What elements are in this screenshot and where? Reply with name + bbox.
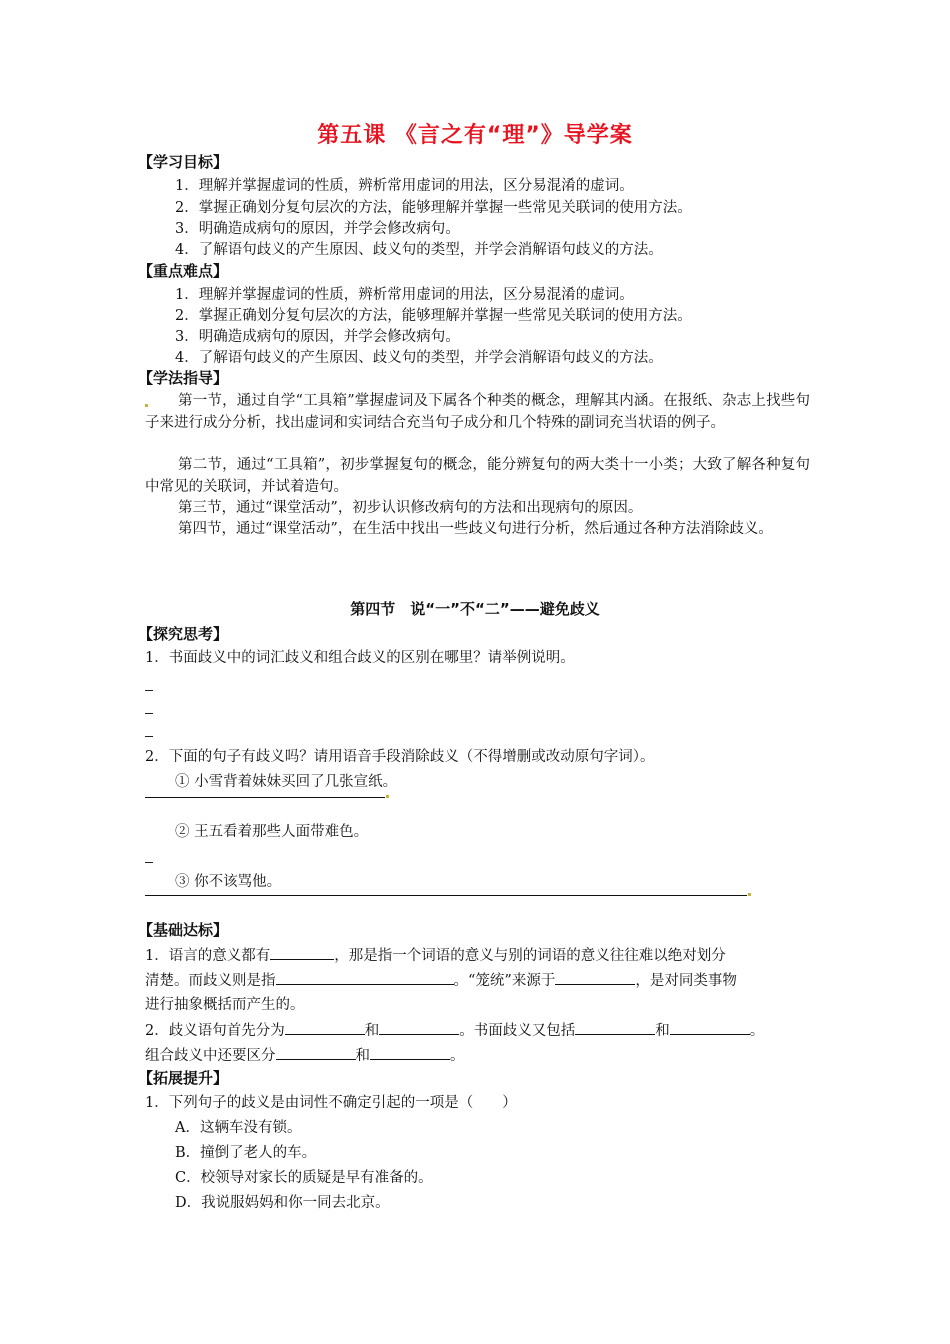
choice-option-a[interactable]: A．这辆车没有锁。 (175, 1120, 302, 1136)
fill-blank[interactable] (370, 1045, 450, 1060)
fill-blank[interactable] (285, 1020, 365, 1035)
method-paragraph: 第一节，通过自学“工具箱”掌握虚词及下属各个种类的概念，理解其内涵。在报纸、杂志上找些句子来进行成分分析，找出虚词和实词结合充当句子成分和几个特殊的副词充当状语的例子。 (145, 393, 810, 431)
explore-sentence-2: ② 王五看着那些人面带难色。 (175, 824, 369, 840)
answer-line[interactable] (145, 690, 153, 691)
basic-question-2 (145, 1020, 764, 1041)
explore-question-2: 2．下面的句子有歧义吗？请用语音手段消除歧义（不得增删或改动原句字词）。 (145, 749, 655, 765)
objective-item: 2．掌握正确划分复句层次的方法，能够理解并掌握一些常见关联词的使用方法。 (175, 200, 692, 216)
text-fragment: 。“笼统”来源于 (453, 973, 556, 989)
text-fragment: 组合歧义中还要区分 (145, 1048, 276, 1064)
fill-blank[interactable] (555, 970, 635, 985)
text-fragment: 。 (450, 1048, 465, 1064)
method-paragraph: 第二节，通过“工具箱”，初步掌握复句的概念，能分辨复句的两大类十一小类；大致了解各种复句中常见的关联词，并试着造句。 (145, 457, 810, 495)
text-fragment: 和 (364, 1023, 380, 1039)
method-paragraph: 第四节，通过“课堂活动”，在生活中找出一些歧义句进行分析，然后通过各种方法消除歧义。 (178, 521, 773, 537)
basic-question-1: 进行抽象概括而产生的。 (145, 997, 305, 1013)
answer-line[interactable] (145, 895, 747, 896)
explore-question-1: 1．书面歧义中的词汇歧义和组合歧义的区别在哪里？请举例说明。 (145, 650, 575, 666)
text-fragment: 2．歧义语句首先分为 (145, 1023, 285, 1039)
explore-sentence-1: ① 小雪背着妹妹买回了几张宣纸。 (175, 774, 398, 790)
decorative-dot (748, 893, 751, 896)
basic-question-2 (145, 1045, 465, 1066)
extend-question-1: 1．下列句子的歧义是由词性不确定引起的一项是（ ） (145, 1095, 517, 1111)
fill-blank[interactable] (379, 1020, 459, 1035)
text-fragment: 和 (655, 1023, 670, 1039)
document-title: 第五课 《言之有“理”》导学案 (317, 123, 633, 148)
keypoint-item: 2．掌握正确划分复句层次的方法，能够理解并掌握一些常见关联词的使用方法。 (175, 308, 692, 324)
text-fragment: 清楚。而歧义则是指 (145, 973, 276, 989)
explore-sentence-3: ③ 你不该骂他。 (175, 874, 282, 890)
basic-question-1 (145, 945, 726, 966)
fill-blank[interactable] (276, 970, 454, 985)
text-fragment: ，那是指一个词语的意义与别的词语的意义往往难以绝对划分 (334, 948, 726, 964)
basic-question-1 (145, 970, 737, 991)
text-fragment: 。 (749, 1023, 765, 1039)
fill-blank[interactable] (670, 1020, 750, 1035)
choice-option-c[interactable]: C．校领导对家长的质疑是早有准备的。 (175, 1170, 433, 1186)
method-paragraph: 第三节，通过“课堂活动”，初步认识修改病句的方法和出现病句的原因。 (178, 500, 643, 516)
section-title: 第四节 说“一”不“二”——避免歧义 (350, 600, 600, 618)
text-fragment: 1．语言的意义都有 (145, 948, 271, 964)
extend-heading: 【拓展提升】 (138, 1069, 229, 1087)
choice-option-b[interactable]: B．撞倒了老人的车。 (175, 1145, 317, 1161)
basic-heading: 【基础达标】 (138, 921, 229, 939)
method-heading: 【学法指导】 (138, 369, 229, 387)
fill-blank[interactable] (270, 945, 334, 960)
objectives-heading: 【学习目标】 (138, 153, 229, 171)
keypoint-item: 1．理解并掌握虚词的性质，辨析常用虚词的用法，区分易混淆的虚词。 (175, 287, 634, 303)
objective-item: 4．了解语句歧义的产生原因、歧义句的类型，并学会消解语句歧义的方法。 (175, 242, 663, 258)
text-fragment: 。书面歧义又包括 (459, 1023, 576, 1039)
keypoints-heading: 【重点难点】 (138, 262, 229, 280)
objective-item: 3．明确造成病句的原因，并学会修改病句。 (175, 221, 460, 237)
fill-blank[interactable] (575, 1020, 655, 1035)
keypoint-item: 3．明确造成病句的原因，并学会修改病句。 (175, 329, 460, 345)
choice-option-d[interactable]: D．我说服妈妈和你一同去北京。 (175, 1195, 390, 1211)
answer-line[interactable] (145, 797, 385, 798)
explore-heading: 【探究思考】 (138, 625, 229, 643)
answer-line[interactable] (145, 736, 153, 737)
text-fragment: ，是对同类事物 (635, 973, 737, 989)
text-fragment: 和 (355, 1048, 370, 1064)
answer-line[interactable] (145, 713, 153, 714)
keypoint-item: 4．了解语句歧义的产生原因、歧义句的类型，并学会消解语句歧义的方法。 (175, 350, 663, 366)
decorative-dot (386, 795, 389, 798)
answer-line[interactable] (145, 862, 153, 863)
fill-blank[interactable] (276, 1045, 356, 1060)
objective-item: 1．理解并掌握虚词的性质，辨析常用虚词的用法，区分易混淆的虚词。 (175, 178, 634, 194)
